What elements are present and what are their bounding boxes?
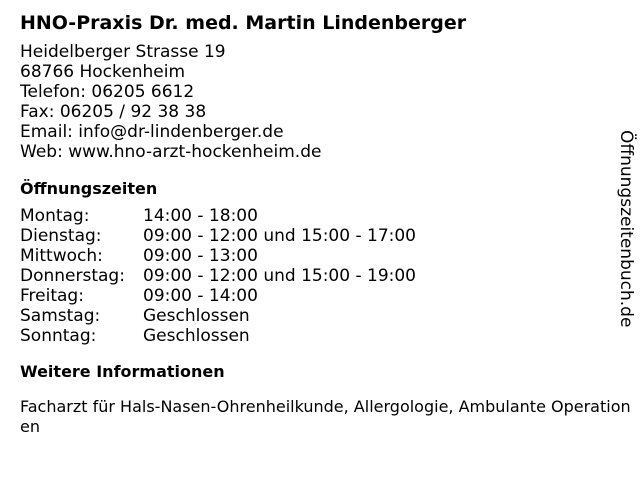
hours-day: Montag:: [20, 206, 90, 226]
hours-time: 09:00 - 12:00 und 15:00 - 17:00: [143, 226, 416, 246]
opening-hours-heading: Öffnungszeiten: [20, 179, 158, 198]
hours-time: Geschlossen: [143, 326, 250, 346]
hours-row-monday: [20, 206, 632, 226]
hours-row-friday: [20, 286, 632, 306]
hours-row-tuesday: [20, 226, 632, 246]
hours-day: Mittwoch:: [20, 246, 103, 266]
hours-row-wednesday: [20, 246, 632, 266]
contact-block: [20, 42, 632, 162]
further-info-heading: Weitere Informationen: [20, 362, 225, 381]
street-address: Heidelberger Strasse 19: [20, 42, 226, 62]
fax-number: Fax: 06205 / 92 38 38: [20, 102, 207, 122]
hours-row-sunday: [20, 326, 632, 346]
phone-number: Telefon: 06205 6612: [20, 82, 195, 102]
hours-day: Donnerstag:: [20, 266, 125, 286]
hours-time: 09:00 - 14:00: [143, 286, 258, 306]
hours-day: Samstag:: [20, 306, 101, 326]
hours-row-thursday: [20, 266, 632, 286]
hours-day: Freitag:: [20, 286, 84, 306]
hours-time: Geschlossen: [143, 306, 250, 326]
further-info-text: Facharzt für Hals-Nasen-Ohrenheilkunde, Allergologie, Ambulante Operationen: [20, 397, 631, 436]
hours-row-saturday: [20, 306, 632, 326]
hours-time: 09:00 - 13:00: [143, 246, 258, 266]
city-address: 68766 Hockenheim: [20, 62, 186, 82]
hours-day: Sonntag:: [20, 326, 97, 346]
site-watermark: Öffnungszeitenbuch.de: [616, 130, 636, 328]
practice-card: [20, 10, 632, 437]
practice-name: HNO-Praxis Dr. med. Martin Lindenberger: [20, 12, 467, 34]
email-address: Email: info@dr-lindenberger.de: [20, 122, 284, 142]
hours-time: 14:00 - 18:00: [143, 206, 258, 226]
website-address: Web: www.hno-arzt-hockenheim.de: [20, 142, 322, 162]
hours-day: Dienstag:: [20, 226, 102, 246]
opening-hours-table: [20, 206, 632, 346]
hours-time: 09:00 - 12:00 und 15:00 - 19:00: [143, 266, 416, 286]
